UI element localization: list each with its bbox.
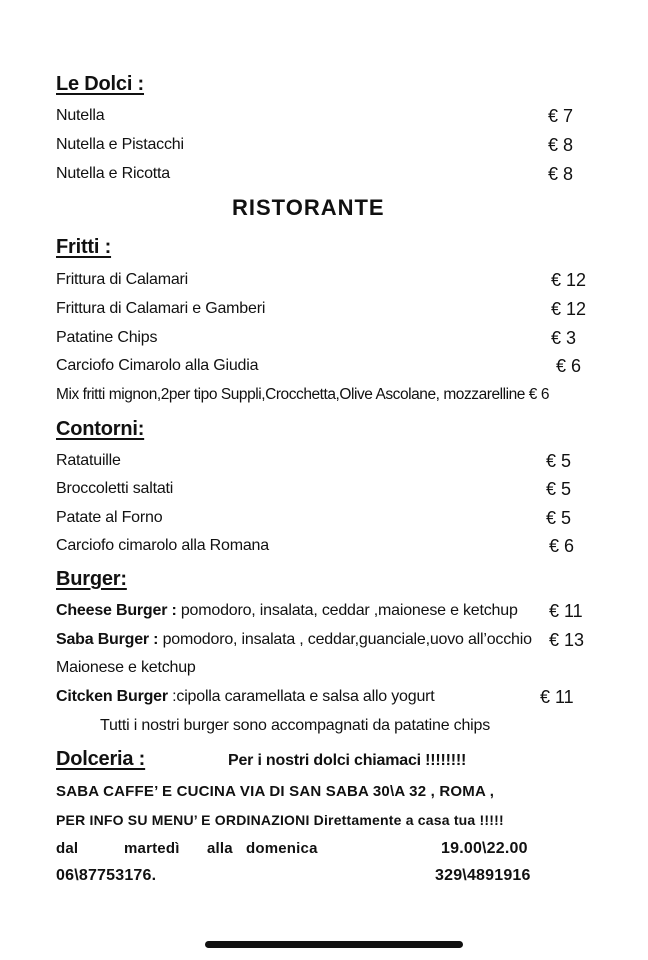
home-indicator[interactable]: [205, 941, 463, 948]
burger-note: Tutti i nostri burger sono accompagnati da patatine chips: [100, 717, 491, 734]
burger-item-desc-continued: Maionese e ketchup: [56, 659, 196, 676]
contorni-heading: Contorni:: [56, 418, 145, 440]
fritti-item-price: € 6: [556, 356, 582, 376]
dolceria-text: Per i nostri dolci chiamaci !!!!!!!!: [228, 752, 467, 769]
info-address: SABA CAFFE’ E CUCINA VIA DI SAN SABA 30\A 32 , ROMA ,: [56, 783, 495, 800]
dolci-item-price: € 7: [548, 106, 574, 126]
contorni-item-name: Carciofo cimarolo alla Romana: [56, 537, 269, 554]
burger-item: [56, 687, 435, 707]
burger-item: [56, 630, 532, 650]
contorni-item-name: Broccoletti saltati: [56, 480, 174, 497]
burger-item-price: € 11: [549, 601, 583, 621]
fritti-item-price: € 12: [551, 270, 587, 290]
burger-item-price: € 11: [540, 687, 574, 707]
ristorante-title: RISTORANTE: [232, 195, 385, 220]
dolci-item-price: € 8: [548, 164, 574, 184]
burger-item-desc: pomodoro, insalata , ceddar,guanciale,uovo all’occhio: [158, 631, 532, 648]
dolci-heading: Le Dolci :: [56, 73, 145, 95]
dolci-item-name: Nutella e Pistacchi: [56, 136, 184, 153]
info-days-from: dal: [56, 840, 79, 857]
contorni-item-price: € 5: [546, 451, 572, 471]
info-days-to: domenica: [246, 840, 318, 857]
burger-heading: Burger:: [56, 568, 127, 590]
contorni-item-price: € 6: [549, 536, 575, 556]
fritti-item-name: Patatine Chips: [56, 329, 158, 346]
burger-item-price: € 13: [549, 630, 585, 650]
burger-item-desc: :cipolla caramellata e salsa allo yogurt: [167, 688, 435, 705]
fritti-item-price: € 3: [551, 328, 577, 348]
contorni-item-name: Ratatuille: [56, 452, 121, 469]
info-orders: PER INFO SU MENU’ E ORDINAZIONI Direttamente a casa tua !!!!!: [56, 812, 504, 828]
burger-item: [56, 601, 518, 621]
fritti-item-name: Frittura di Calamari: [56, 271, 189, 288]
dolci-item-price: € 8: [548, 135, 574, 155]
dolceria-heading: Dolceria :: [56, 748, 146, 770]
burger-item-name: Cheese Burger :: [56, 602, 177, 619]
info-hours: 19.00\22.00: [441, 840, 528, 857]
info-phone-mobile: 329\4891916: [435, 867, 531, 884]
dolci-item-name: Nutella: [56, 107, 105, 124]
fritti-item-price: € 12: [551, 299, 587, 319]
burger-item-desc: pomodoro, insalata, ceddar ,maionese e ketchup: [176, 602, 518, 619]
burger-item-name: Citcken Burger: [56, 688, 168, 705]
contorni-item-price: € 5: [546, 479, 572, 499]
burger-item-name: Saba Burger :: [56, 631, 159, 648]
contorni-item-price: € 5: [546, 508, 572, 528]
dolci-item-name: Nutella e Ricotta: [56, 165, 170, 182]
contorni-item-name: Patate al Forno: [56, 509, 163, 526]
fritti-mix-line: Mix fritti mignon,2per tipo Suppli,Crocchetta,Olive Ascolane, mozzarelline € 6: [56, 386, 550, 403]
info-days-mid2: alla: [207, 840, 233, 857]
fritti-item-name: Frittura di Calamari e Gamberi: [56, 300, 266, 317]
fritti-heading: Fritti :: [56, 236, 112, 258]
info-days-mid1: martedì: [124, 840, 180, 857]
info-phone-landline: 06\87753176.: [56, 867, 157, 884]
fritti-item-name: Carciofo Cimarolo alla Giudia: [56, 357, 259, 374]
